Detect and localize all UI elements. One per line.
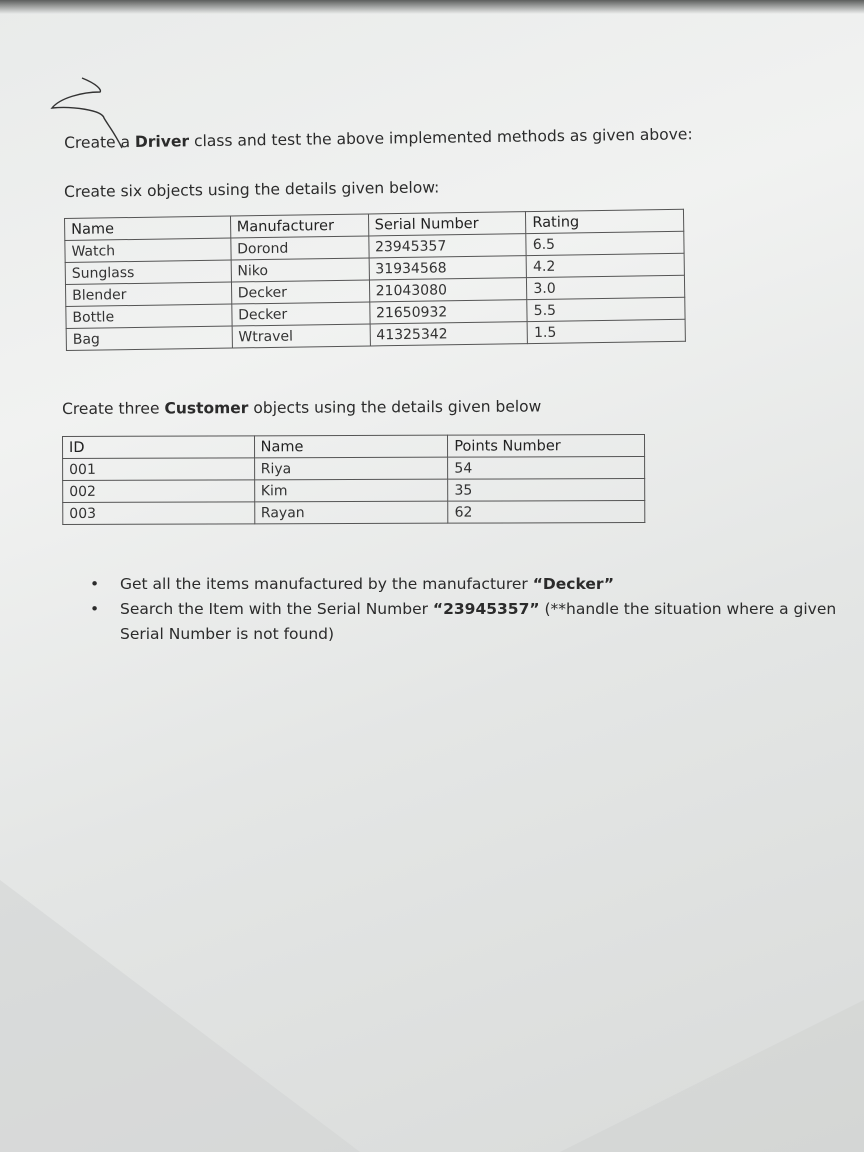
list-item: • Search the Item with the Serial Number “23945357” (**handle the situation where a given Serial Number is not found) [88,597,848,647]
header-name: Name [65,216,231,240]
task-list [88,572,848,647]
customers-table-header [63,434,645,458]
table-row [63,478,645,502]
item-rating: 6.5 [526,231,684,255]
customer-id: 001 [63,458,255,481]
item-manufacturer: Wtravel [232,324,370,348]
item-rating: 1.5 [527,319,685,343]
header-id: ID [63,436,255,459]
table-row [63,500,645,524]
customer-name: Kim [254,479,448,502]
item-serial: 41325342 [370,322,528,346]
customer-name: Rayan [254,501,448,524]
item-serial: 21650932 [369,300,527,324]
customer-name: Riya [254,457,448,480]
header-serial-number: Serial Number [368,212,526,236]
top-shadow [0,0,864,14]
item-serial: 21043080 [369,278,527,302]
customers-instruction: Create three Customer objects using the details given below [62,397,542,418]
customer-points: 54 [448,456,645,479]
table-row [63,456,645,480]
customers-table [62,434,645,525]
header-manufacturer: Manufacturer [230,214,368,238]
item-serial: 23945357 [368,234,526,258]
item-manufacturer: Decker [231,280,369,304]
bullet-icon: • [90,575,100,593]
item-manufacturer: Decker [231,302,369,326]
item-rating: 3.0 [527,275,685,299]
item-name: Watch [65,238,231,262]
header-rating: Rating [526,209,684,233]
bullet-icon: • [90,600,100,618]
item-serial: 31934568 [369,256,527,280]
item-rating: 4.2 [526,253,684,277]
customer-points: 62 [448,500,645,523]
item-name: Blender [65,282,231,306]
header-points-number: Points Number [448,434,645,457]
items-instruction: Create six objects using the details given below: [64,178,440,201]
customer-id: 003 [63,502,255,525]
list-item: • Get all the items manufactured by the manufacturer “Decker” [88,572,848,597]
items-table [64,209,686,351]
header-customer-name: Name [254,435,448,458]
customer-id: 002 [63,480,255,503]
item-name: Bag [66,326,232,350]
customer-points: 35 [448,478,645,501]
item-name: Sunglass [65,260,231,284]
driver-instruction: Create a Driver class and test the above implemented methods as given above: [64,125,693,152]
item-rating: 5.5 [527,297,685,321]
item-manufacturer: Dorond [231,236,369,260]
item-manufacturer: Niko [231,258,369,282]
item-name: Bottle [66,304,232,328]
